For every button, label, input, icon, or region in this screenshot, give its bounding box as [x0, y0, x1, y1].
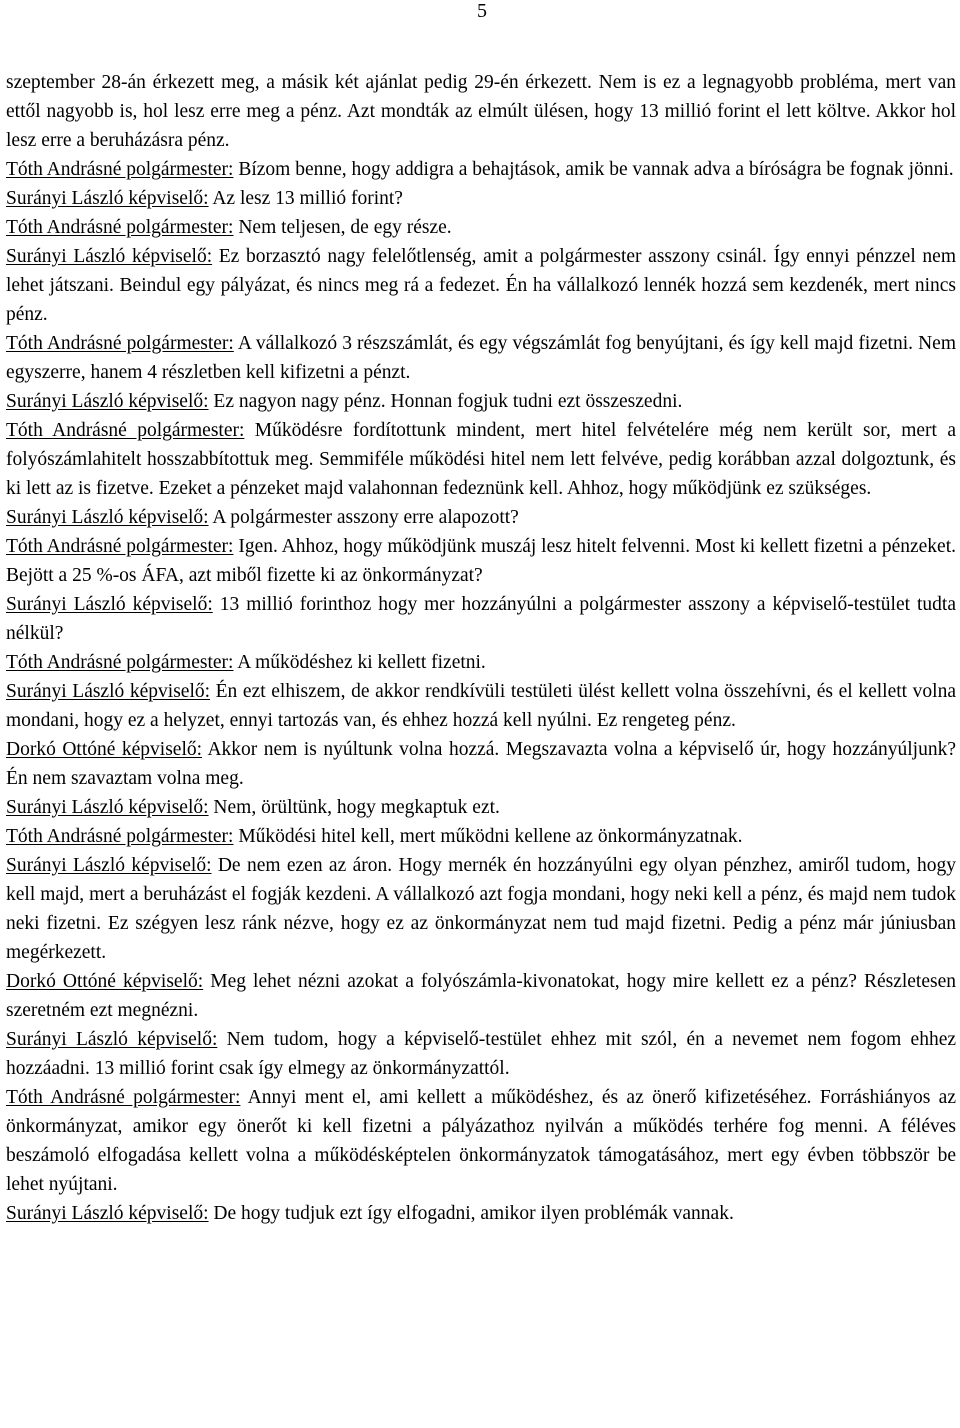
- speaker-name: Surányi László képviselő:: [6, 246, 213, 267]
- speaker-name: Surányi László képviselő:: [6, 188, 209, 209]
- speaker-name: Tóth Andrásné polgármester:: [6, 1087, 241, 1108]
- minutes-paragraph: [6, 532, 956, 590]
- minutes-paragraph: [6, 1083, 956, 1199]
- speaker-name: Surányi László képviselő:: [6, 507, 209, 528]
- speaker-name: Surányi László képviselő:: [6, 855, 212, 876]
- minutes-paragraph: [6, 155, 956, 184]
- speaker-name: Tóth Andrásné polgármester:: [6, 217, 234, 238]
- paragraph-text: De hogy tudjuk ezt így elfogadni, amikor ilyen problémák vannak.: [208, 1203, 734, 1224]
- minutes-paragraph: [6, 648, 956, 677]
- paragraph-text: Nem, örültünk, hogy megkaptuk ezt.: [208, 797, 500, 818]
- speaker-name: Dorkó Ottóné képviselő:: [6, 739, 203, 760]
- speaker-name: Tóth Andrásné polgármester:: [6, 652, 234, 673]
- minutes-paragraph: [6, 793, 956, 822]
- paragraph-text: Bízom benne, hogy addigra a behajtások, amik be vannak adva a bíróságra be fognak jönni.: [233, 159, 954, 180]
- speaker-name: Tóth Andrásné polgármester:: [6, 826, 234, 847]
- minutes-paragraph: [6, 590, 956, 648]
- paragraph-text: Az lesz 13 millió forint?: [208, 188, 403, 209]
- speaker-name: Surányi László képviselő:: [6, 797, 209, 818]
- speaker-name: Tóth Andrásné polgármester:: [6, 333, 234, 354]
- speaker-name: Surányi László képviselő:: [6, 681, 211, 702]
- paragraph-text: De nem ezen az áron. Hogy mernék én hozzányúlni egy olyan pénzhez, amiről tudom, hogy kell majd, mert a beruházást el fogják kezdeni. A vállalkozó azt fogja mondani, hogy neki kell a pénz, és majd nem tudok neki fizetni. Ez szégyen lesz ránk nézve, hogy ez az önkormányzat nem tud majd fizetni. Pedig a pénz már júniusban megérkezett.: [6, 855, 956, 963]
- speaker-name: Surányi László képviselő:: [6, 1203, 209, 1224]
- minutes-paragraph: [6, 1199, 956, 1228]
- paragraph-text: Ez borzasztó nagy felelőtlenség, amit a polgármester asszony csinál. Így ennyi pénzzel nem lehet játszani. Beindul egy pályázat, és nincs meg rá a fedezet. Én ha vállalkozó lennék hozzá sem kezdenék, mert nincs pénz.: [6, 246, 956, 325]
- minutes-paragraph: [6, 503, 956, 532]
- minutes-paragraph: [6, 242, 956, 329]
- speaker-name: Surányi László képviselő:: [6, 1029, 218, 1050]
- speaker-name: Surányi László képviselő:: [6, 594, 213, 615]
- paragraph-text: Működésre fordítottunk mindent, mert hitel felvételére még nem került sor, mert a folyószámlahitelt hosszabbítottuk meg. Semmiféle működési hitel nem lett felvéve, pedig korábban azzal dolgoztunk, és ki lett az is fizetve. Ezeket a pénzeket majd valahonnan fedeznünk kell. Ahhoz, hogy működjünk ez szükséges.: [6, 420, 956, 499]
- speaker-name: Dorkó Ottóné képviselő:: [6, 971, 204, 992]
- minutes-paragraph: [6, 735, 956, 793]
- minutes-paragraph: [6, 184, 956, 213]
- paragraph-text: Én ezt elhiszem, de akkor rendkívüli testületi ülést kellett volna összehívni, és el kellett volna mondani, hogy ez a helyzet, ennyi tartozás van, és ehhez hozzá kell nyúlni. Ez rengeteg pénz.: [6, 681, 956, 731]
- minutes-paragraph: [6, 822, 956, 851]
- minutes-paragraph: [6, 967, 956, 1025]
- minutes-paragraph: [6, 213, 956, 242]
- paragraph-text: Meg lehet nézni azokat a folyószámla-kivonatokat, hogy mire kellett ez a pénz? Részletesen szeretném ezt megnézni.: [6, 971, 956, 1021]
- paragraph-text: Akkor nem is nyúltunk volna hozzá. Megszavazta volna a képviselő úr, hogy hozzányúljunk? Én nem szavaztam volna meg.: [6, 739, 956, 789]
- speaker-name: Tóth Andrásné polgármester:: [6, 536, 234, 557]
- minutes-paragraph: [6, 1025, 956, 1083]
- minutes-paragraph: [6, 329, 956, 387]
- paragraph-text: Annyi ment el, ami kellett a működéshez, és az önerő kifizetéséhez. Forráshiányos az önkormányzat, amikor egy önerőt ki kell fizetni a pályázathoz nyilván a működés terhére fog menni. A féléves beszámoló elfogadása kellett volna a működésképtelen önkormányzatok támogatásához, mert egy évben többször be lehet nyújtani.: [6, 1087, 956, 1195]
- minutes-paragraph: [6, 416, 956, 503]
- page-number: 5: [477, 0, 487, 22]
- paragraph-text: Igen. Ahhoz, hogy működjünk muszáj lesz hitelt felvenni. Most ki kellett fizetni a pénzeket. Bejött a 25 %-os ÁFA, azt miből fizette ki az önkormányzat?: [6, 536, 956, 586]
- paragraph-text: A polgármester asszony erre alapozott?: [208, 507, 519, 528]
- meeting-minutes-body: [6, 68, 956, 1228]
- paragraph-text: A működéshez ki kellett fizetni.: [233, 652, 486, 673]
- speaker-name: Tóth Andrásné polgármester:: [6, 159, 234, 180]
- paragraph-text: A vállalkozó 3 részszámlát, és egy végszámlát fog benyújtani, és így kell majd fizetni. Nem egyszerre, hanem 4 részletben kell kifizetni a pénzt.: [6, 333, 956, 383]
- speaker-name: Surányi László képviselő:: [6, 391, 209, 412]
- minutes-paragraph: [6, 387, 956, 416]
- paragraph-text: szeptember 28-án érkezett meg, a másik két ajánlat pedig 29-én érkezett. Nem is ez a legnagyobb probléma, mert van ettől nagyobb is, hol lesz erre meg a pénz. Azt mondták az elmúlt ülésen, hogy 13 millió forint el lett költve. Akkor hol lesz erre a beruházásra pénz.: [6, 72, 956, 151]
- paragraph-text: Működési hitel kell, mert működni kellene az önkormányzatnak.: [233, 826, 743, 847]
- paragraph-text: Ez nagyon nagy pénz. Honnan fogjuk tudni ezt összeszedni.: [208, 391, 683, 412]
- minutes-paragraph: [6, 677, 956, 735]
- paragraph-text: Nem teljesen, de egy része.: [233, 217, 452, 238]
- paragraph-text: 13 millió forinthoz hogy mer hozzányúlni a polgármester asszony a képviselő-testület tudta nélkül?: [6, 594, 956, 644]
- speaker-name: Tóth Andrásné polgármester:: [6, 420, 245, 441]
- paragraph-text: Nem tudom, hogy a képviselő-testület ehhez mit szól, én a nevemet nem fogom ehhez hozzáadni. 13 millió forint csak így elmegy az önkormányzattól.: [6, 1029, 956, 1079]
- minutes-paragraph: [6, 68, 956, 155]
- minutes-paragraph: [6, 851, 956, 967]
